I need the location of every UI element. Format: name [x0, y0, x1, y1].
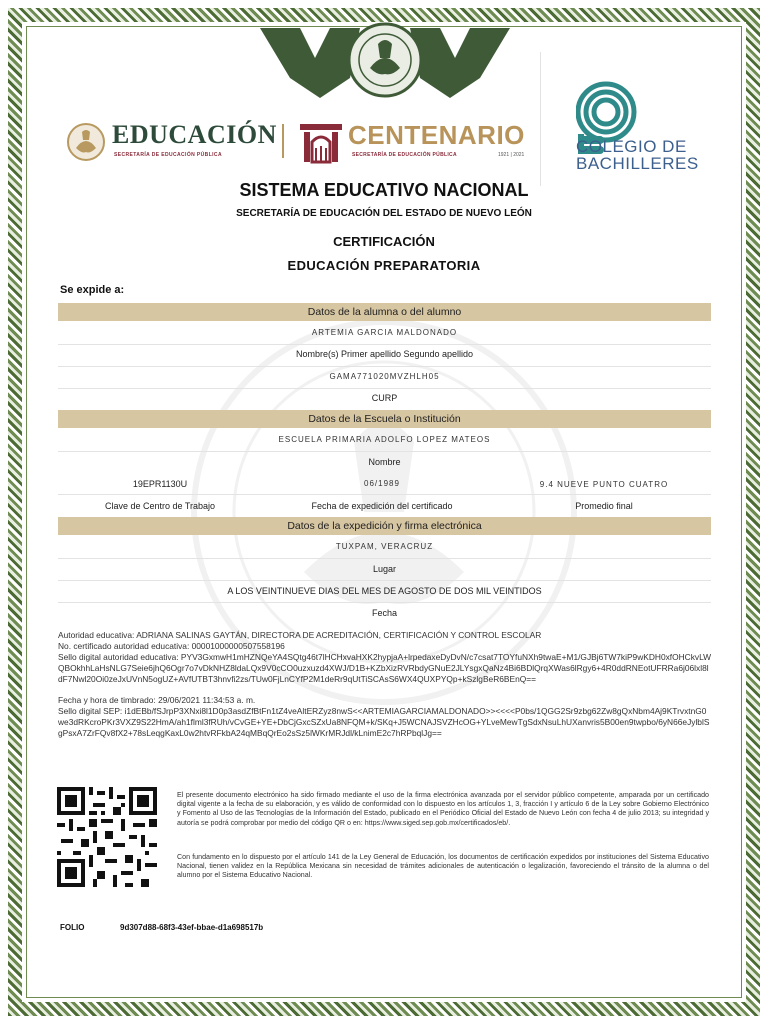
legal-paragraph-1: El presente documento electrónico ha sido firmado mediante el uso de la firma electrónica avanzada por el servidor público competente, amparada por un certificado digital vigente a la fecha de su elaboración, y es válido de conformidad con lo dispuesto en los artículos 1, 3, fracción I y artículo 6 de la Ley sobre Gobierno Electrónico y Fomento al Uso de las Tecnologías de la Información del Estado, publicado en el Periódico Oficial del Estado de Nuevo León con fecha 4 de julio 2013; su integridad y autoría se podrá comprobar por medio del código QR o en: https://www.siged.sep.gob.mx/certificados/eb/. [177, 791, 709, 827]
student-section-header: Datos de la alumna o del alumno [58, 303, 711, 321]
folio-label: FOLIO [60, 923, 85, 932]
signature-block [58, 630, 712, 739]
sep-seal-icon [66, 120, 106, 164]
divider [58, 344, 711, 345]
divider [58, 602, 711, 603]
curp-label: CURP [371, 393, 398, 403]
qr-code-icon[interactable] [57, 787, 157, 887]
school-name-label: Nombre [368, 457, 401, 467]
divider [58, 558, 711, 559]
centenario-subtitle: SECRETARÍA DE EDUCACIÓN PÚBLICA [352, 152, 457, 158]
cobach-line-1: COLEGIO DE [576, 137, 687, 156]
divider [58, 451, 711, 452]
timestamp-line: Fecha y hora de timbrado: 29/06/2021 11:34:53 a. m. [58, 695, 256, 705]
divider [58, 494, 711, 495]
authority-seal-line: Sello digital autoridad educativa: PYV3GxmwH1mHZNQeYA4SQtg46t7lHCHxvaHXK2hypjaA+lrpedaxeDyDvN/c7csat7TOYfuNXh9twaE+M1/GJBj6TW7kiP9wKDH0xfOHCkvLWQBOkhhLaHsNLG7Seie6jhQ6Ogr7o7vDkNHZ8ldaLQx9V0cCO0uzxuzd4XWJ/D1B+KZbXizRVRbdyGNuE2JLYsgxQaNz4Bi6BDlQrqXWas6lRgy6+4R0ddRNEotUFRRa6j06lxl8ldF7Nwl20Oi0zeJxUVnN5ogUZ+AVfUTBT3hnvfi2zs/TUw0FjLnCYfP2M1deRr9qUtTiSCAsS6WX4QUXPYQp+kSzlgBeR6BEnQ== [58, 652, 712, 684]
educacion-wordmark: EDUCACIÓN [112, 120, 277, 149]
sep-educacion-logo [66, 118, 276, 166]
student-name-value: ARTEMIA GARCIA MALDONADO [311, 328, 458, 337]
certification-title: CERTIFICACIÓN [333, 234, 435, 249]
centenario-wordmark: CENTENARIO [348, 120, 525, 150]
issue-date-value: A LOS VEINTINUEVE DIAS DEL MES DE AGOSTO DE DOS MIL VEINTIDOS [227, 586, 542, 596]
colegio-bachilleres-text [576, 138, 699, 172]
folio-value: 9d307d88-68f3-43ef-bbae-d1a698517b [120, 923, 264, 932]
certificate-date-label: Fecha de expedición del certificado [311, 501, 453, 511]
level-title: EDUCACIÓN PREPARATORIA [287, 258, 481, 273]
final-average-value: 9.4 NUEVE PUNTO CUATRO [539, 480, 669, 489]
issued-to-label: Se expide a: [60, 284, 125, 296]
centenario-years: 1921 | 2021 [498, 152, 525, 158]
authority-line: Autoridad educativa: ADRIANA SALINAS GAYTÁN, DIRECTORA DE ACREDITACIÓN, CERTIFICACIÓN Y CONTROL ESCOLAR [58, 630, 542, 640]
right-divider [540, 52, 541, 186]
certificate-number-line: No. certificado autoridad educativa: 00001000000507558196 [58, 641, 285, 651]
centenario-logo [298, 118, 530, 166]
divider [58, 580, 711, 581]
secretariat-title: SECRETARÍA DE EDUCACIÓN DEL ESTADO DE NUEVO LEÓN [236, 208, 532, 219]
system-title: SISTEMA EDUCATIVO NACIONAL [239, 180, 529, 200]
school-name-value: ESCUELA PRIMARIA ADOLFO LOPEZ MATEOS [278, 435, 491, 444]
student-name-label: Nombre(s) Primer apellido Segundo apellido [295, 349, 474, 359]
issue-date-label: Fecha [371, 608, 397, 618]
legal-paragraph-2: Con fundamento en lo dispuesto por el artículo 141 de la Ley General de Educación, los documentos de certificación expedidos por instituciones del Sistema Educativo Nacional, tienen validez en la República Mexicana sin necesidad de trámites adicionales de autenticación o legalización, favoreciendo el tránsito de la alumna o del alumno por el Sistema Educativo Nacional. [177, 853, 709, 880]
certificate-date-value: 06/1989 [364, 479, 400, 488]
cct-value: 19EPR1130U [132, 479, 188, 489]
spacer [58, 685, 712, 695]
school-section-header: Datos de la Escuela o Institución [58, 410, 711, 428]
building-arch-icon [298, 120, 344, 164]
divider [58, 388, 711, 389]
issuance-section-header: Datos de la expedición y firma electrónica [58, 517, 711, 535]
sep-seal-line: Sello digital SEP: i1dEBb/fSJrpP3XNxi8l1D0p3asdZfBtFn1tZ4veAltERZyz8nwS<<ARTEMIAGARCIAMALDONADO>><<<<P0bs/1QGG2Sr9zbg62Zw8gQxNbm4Aj9KTrvxtnG0we3dRKcroPKr3VXZ9S22HmA/ah1flml3fRUh/vCvGE+YE+DbCjGxcSZxUa8NFQM+k/SKq+J5WCNAJSVZHcOG+YLveMewTgSdxNsuLhUXanvris5B00en9twpbo/6yN66eJylblSgPsxA7ZrFQv8fX2+78sLeqgKaxL0w2htvRFkbA24qMBqQrEo2sSz5lWKrMRJdl/kLnimE2c7hRPbqlJg== [58, 706, 710, 738]
place-value: TUXPAM, VERACRUZ [335, 542, 434, 551]
divider [58, 366, 711, 367]
mexican-crest-icon [260, 18, 510, 104]
final-average-label: Promedio final [575, 501, 633, 511]
curp-value: GAMA771020MVZHLH05 [329, 372, 440, 381]
cct-label: Clave de Centro de Trabajo [104, 501, 216, 511]
logo-separator [282, 124, 284, 158]
educacion-subtitle: SECRETARÍA DE EDUCACIÓN PÚBLICA [114, 152, 222, 158]
cobach-line-2: BACHILLERES [576, 154, 699, 173]
place-label: Lugar [372, 564, 397, 574]
